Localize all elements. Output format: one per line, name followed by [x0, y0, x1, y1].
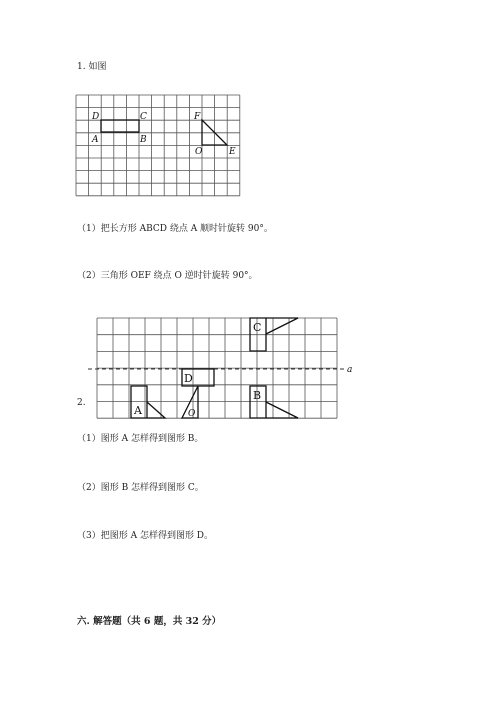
q2-label-b: B [253, 389, 262, 402]
q1-subquestion-1: （1）把长方形 ABCD 绕点 A 顺时针旋转 90°。 [77, 224, 273, 234]
q2-label-a: A [134, 404, 142, 417]
q2-subquestion-3: （3）把图形 A 怎样得到图形 D。 [77, 531, 214, 541]
q2-label-d: D [184, 372, 193, 385]
q1-label-a: A [92, 135, 99, 145]
q2-label-a-line: a [347, 365, 353, 375]
q2-subquestion-2: （2）图形 B 怎样得到图形 C。 [77, 483, 204, 493]
q1-label-b: B [140, 135, 147, 145]
q1-label-d: D [92, 112, 100, 122]
q1-label-c: C [140, 112, 147, 122]
q2-grid [97, 318, 337, 418]
q2-subquestion-1: （1）图形 A 怎样得到图形 B。 [77, 434, 204, 444]
q1-subquestion-2: （2）三角形 OEF 绕点 O 逆时针旋转 90°。 [77, 271, 258, 281]
q2-number: 2. [77, 398, 86, 408]
q2-label-c: C [253, 321, 262, 334]
section-title: 六. 解答题（共 6 题，共 32 分） [77, 616, 222, 627]
q1-label-e: E [229, 147, 236, 157]
q2-label-o: O [188, 409, 196, 419]
q1-title: 1. 如图 [77, 62, 107, 72]
q1-label-f: F [194, 112, 201, 122]
q1-label-o: O [195, 147, 203, 157]
